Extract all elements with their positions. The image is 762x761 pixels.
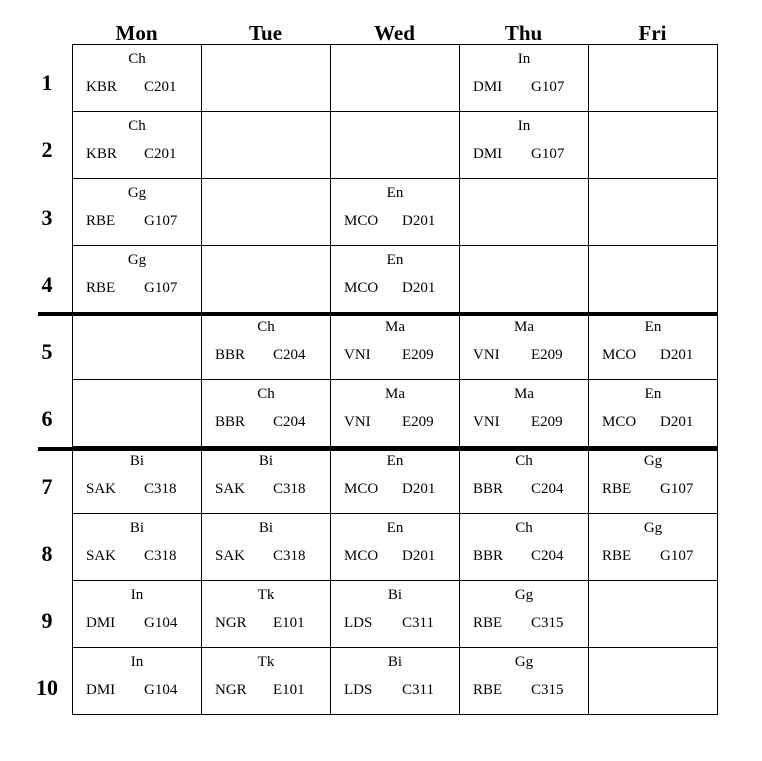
cell-tue-period-9 — [202, 581, 331, 648]
lesson-teacher: RBE — [86, 213, 116, 229]
day-header-fri: Fri — [638, 21, 667, 45]
lesson-subject: Gg — [127, 185, 147, 201]
period-label-5: 5 — [41, 339, 53, 364]
cell-wed-period-3 — [331, 179, 460, 246]
lesson-teacher: MCO — [344, 280, 379, 296]
lesson-teacher: SAK — [215, 481, 246, 497]
cell-fri-period-4 — [589, 246, 718, 313]
cell-fri-period-1 — [589, 45, 718, 112]
timetable-row-6 — [73, 380, 718, 447]
period-label-8: 8 — [41, 541, 53, 566]
lesson-subject: Ma — [385, 386, 405, 402]
timetable-row-4 — [73, 246, 718, 313]
lesson-teacher: MCO — [344, 213, 379, 229]
cell-thu-period-4 — [460, 246, 589, 313]
cell-mon-period-5 — [73, 313, 202, 380]
lesson-subject: Bi — [258, 520, 274, 536]
lesson-room: E101 — [273, 615, 305, 631]
lesson-room: D201 — [402, 548, 436, 564]
period-label-10: 10 — [36, 675, 58, 700]
cell-mon-period-10 — [73, 648, 202, 715]
lesson-room: E209 — [402, 347, 434, 363]
lesson-subject: Ch — [515, 520, 533, 536]
lesson-room: G104 — [144, 615, 178, 631]
lesson-subject: Gg — [643, 520, 663, 536]
lesson-subject: Bi — [258, 453, 274, 469]
lesson-teacher: DMI — [473, 146, 503, 162]
timetable-row-10 — [73, 648, 718, 715]
lesson-room: D201 — [402, 280, 436, 296]
cell-mon-period-6 — [73, 380, 202, 447]
lesson-room: D201 — [402, 213, 436, 229]
cell-mon-period-7 — [73, 447, 202, 514]
lesson-room: D201 — [660, 347, 694, 363]
cell-fri-period-3 — [589, 179, 718, 246]
cell-tue-period-5 — [202, 313, 331, 380]
cell-fri-period-8 — [589, 514, 718, 581]
cell-thu-period-1 — [460, 45, 589, 112]
timetable-row-9 — [73, 581, 718, 648]
cell-wed-period-8 — [331, 514, 460, 581]
lesson-subject: Gg — [514, 587, 534, 603]
lesson-room: G107 — [660, 548, 694, 564]
lesson-room: C318 — [144, 548, 177, 564]
timetable-row-2 — [73, 112, 718, 179]
day-header-mon: Mon — [115, 21, 158, 45]
lesson-teacher: VNI — [473, 347, 500, 363]
lesson-room: E209 — [402, 414, 434, 430]
cell-thu-period-6 — [460, 380, 589, 447]
cell-thu-period-5 — [460, 313, 589, 380]
cell-wed-period-9 — [331, 581, 460, 648]
cell-thu-period-2 — [460, 112, 589, 179]
lesson-subject: Bi — [387, 587, 403, 603]
lesson-subject: Ch — [257, 386, 275, 402]
cell-wed-period-10 — [331, 648, 460, 715]
lesson-subject: Ch — [128, 118, 146, 134]
cell-thu-period-9 — [460, 581, 589, 648]
break-divider-2 — [38, 447, 718, 451]
lesson-teacher: VNI — [344, 414, 371, 430]
cell-mon-period-4 — [73, 246, 202, 313]
lesson-subject: In — [517, 51, 531, 67]
lesson-teacher: MCO — [602, 347, 637, 363]
lesson-teacher: NGR — [215, 615, 247, 631]
timetable-row-5 — [73, 313, 718, 380]
day-header-wed: Wed — [374, 21, 415, 45]
lesson-room: C204 — [273, 414, 306, 430]
cell-thu-period-8 — [460, 514, 589, 581]
lesson-teacher: BBR — [215, 414, 246, 430]
lesson-teacher: VNI — [473, 414, 500, 430]
lesson-room: G107 — [144, 280, 178, 296]
lesson-teacher: BBR — [473, 548, 504, 564]
cell-thu-period-10 — [460, 648, 589, 715]
lesson-room: D201 — [402, 481, 436, 497]
lesson-room: D201 — [660, 414, 694, 430]
lesson-teacher: KBR — [86, 146, 117, 162]
lesson-room: E209 — [531, 347, 563, 363]
lesson-subject: Tk — [257, 587, 275, 603]
lesson-teacher: DMI — [473, 79, 503, 95]
lesson-subject: Ch — [515, 453, 533, 469]
lesson-subject: En — [386, 252, 404, 268]
lesson-teacher: BBR — [473, 481, 504, 497]
lesson-teacher: DMI — [86, 682, 116, 698]
cell-wed-period-2 — [331, 112, 460, 179]
cell-mon-period-8 — [73, 514, 202, 581]
lesson-subject: Bi — [387, 654, 403, 670]
lesson-room: C318 — [273, 548, 306, 564]
lesson-subject: Ma — [385, 319, 405, 335]
cell-mon-period-3 — [73, 179, 202, 246]
lesson-teacher: LDS — [344, 615, 373, 631]
cell-fri-period-2 — [589, 112, 718, 179]
lesson-subject: En — [386, 520, 404, 536]
lesson-subject: Bi — [129, 453, 145, 469]
cell-fri-period-9 — [589, 581, 718, 648]
lesson-room: C315 — [531, 615, 564, 631]
period-label-2: 2 — [41, 137, 53, 162]
break-divider-1 — [38, 312, 718, 316]
lesson-room: G107 — [531, 146, 565, 162]
lesson-subject: En — [644, 386, 662, 402]
lesson-subject: Ma — [514, 319, 534, 335]
cell-thu-period-3 — [460, 179, 589, 246]
lesson-subject: Bi — [129, 520, 145, 536]
lesson-teacher: DMI — [86, 615, 116, 631]
lesson-room: C311 — [402, 615, 434, 631]
lesson-teacher: MCO — [344, 481, 379, 497]
day-header-tue: Tue — [248, 21, 283, 45]
lesson-subject: Ch — [257, 319, 275, 335]
period-label-3: 3 — [41, 205, 53, 230]
cell-wed-period-5 — [331, 313, 460, 380]
lesson-subject: Ma — [514, 386, 534, 402]
lesson-room: C318 — [273, 481, 306, 497]
period-label-9: 9 — [41, 608, 53, 633]
timetable-row-1 — [73, 45, 718, 112]
lesson-teacher: VNI — [344, 347, 371, 363]
cell-tue-period-3 — [202, 179, 331, 246]
timetable-grid — [72, 44, 718, 715]
lesson-room: C318 — [144, 481, 177, 497]
lesson-teacher: RBE — [473, 615, 503, 631]
lesson-room: C311 — [402, 682, 434, 698]
cell-fri-period-6 — [589, 380, 718, 447]
lesson-room: G107 — [660, 481, 694, 497]
lesson-room: C201 — [144, 146, 177, 162]
lesson-subject: Gg — [514, 654, 534, 670]
lesson-room: G104 — [144, 682, 178, 698]
lesson-teacher: RBE — [473, 682, 503, 698]
lesson-room: C204 — [531, 548, 564, 564]
lesson-subject: In — [517, 118, 531, 134]
lesson-subject: In — [130, 654, 144, 670]
cell-wed-period-7 — [331, 447, 460, 514]
cell-tue-period-4 — [202, 246, 331, 313]
cell-fri-period-5 — [589, 313, 718, 380]
cell-tue-period-10 — [202, 648, 331, 715]
cell-mon-period-9 — [73, 581, 202, 648]
lesson-teacher: RBE — [602, 481, 632, 497]
lesson-room: C201 — [144, 79, 177, 95]
day-header-thu: Thu — [504, 21, 543, 45]
period-label-1: 1 — [41, 70, 53, 95]
lesson-teacher: RBE — [86, 280, 116, 296]
cell-wed-period-4 — [331, 246, 460, 313]
lesson-subject: En — [644, 319, 662, 335]
cell-wed-period-6 — [331, 380, 460, 447]
cell-mon-period-2 — [73, 112, 202, 179]
lesson-subject: Gg — [127, 252, 147, 268]
lesson-subject: Tk — [257, 654, 275, 670]
lesson-subject: Gg — [643, 453, 663, 469]
lesson-teacher: SAK — [86, 548, 117, 564]
timetable-row-3 — [73, 179, 718, 246]
lesson-subject: En — [386, 185, 404, 201]
lesson-teacher: MCO — [602, 414, 637, 430]
lesson-teacher: KBR — [86, 79, 117, 95]
cell-wed-period-1 — [331, 45, 460, 112]
cell-tue-period-1 — [202, 45, 331, 112]
lesson-room: G107 — [531, 79, 565, 95]
lesson-teacher: MCO — [344, 548, 379, 564]
lesson-teacher: SAK — [215, 548, 246, 564]
lesson-teacher: RBE — [602, 548, 632, 564]
lesson-subject: En — [386, 453, 404, 469]
cell-tue-period-7 — [202, 447, 331, 514]
timetable-row-7 — [73, 447, 718, 514]
lesson-room: C315 — [531, 682, 564, 698]
lesson-teacher: LDS — [344, 682, 373, 698]
cell-fri-period-7 — [589, 447, 718, 514]
lesson-subject: In — [130, 587, 144, 603]
lesson-room: E101 — [273, 682, 305, 698]
lesson-subject: Ch — [128, 51, 146, 67]
lesson-teacher: NGR — [215, 682, 247, 698]
timetable-row-8 — [73, 514, 718, 581]
period-label-4: 4 — [41, 272, 53, 297]
cell-thu-period-7 — [460, 447, 589, 514]
period-label-7: 7 — [41, 474, 53, 499]
cell-tue-period-6 — [202, 380, 331, 447]
cell-tue-period-2 — [202, 112, 331, 179]
lesson-room: G107 — [144, 213, 178, 229]
lesson-teacher: SAK — [86, 481, 117, 497]
cell-tue-period-8 — [202, 514, 331, 581]
lesson-room: C204 — [273, 347, 306, 363]
lesson-teacher: BBR — [215, 347, 246, 363]
cell-mon-period-1 — [73, 45, 202, 112]
period-label-6: 6 — [41, 406, 53, 431]
lesson-room: C204 — [531, 481, 564, 497]
lesson-room: E209 — [531, 414, 563, 430]
cell-fri-period-10 — [589, 648, 718, 715]
